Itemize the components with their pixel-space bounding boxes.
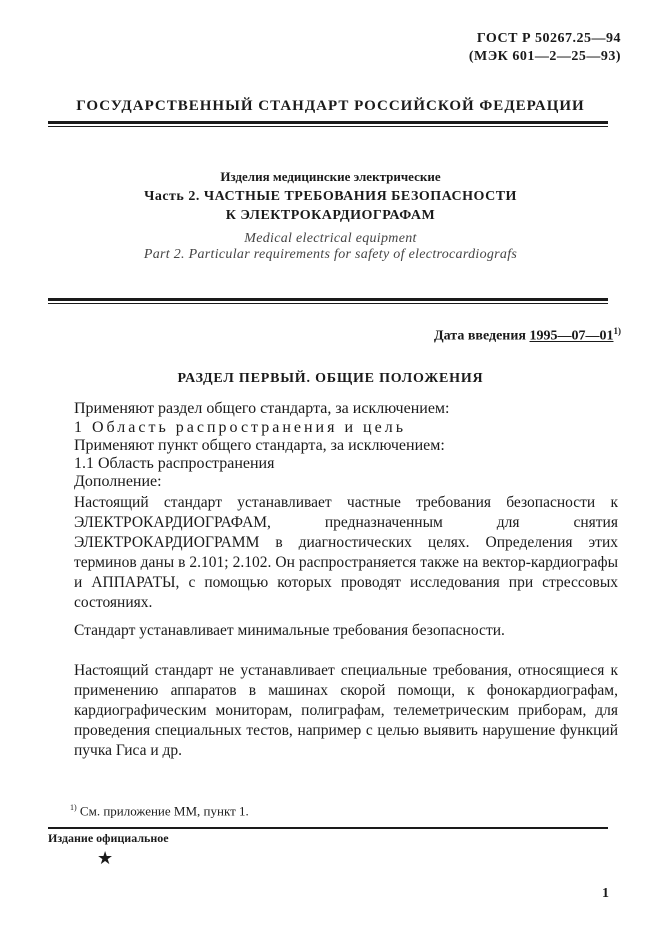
state-standard-title: ГОСУДАРСТВЕННЫЙ СТАНДАРТ РОССИЙСКОЙ ФЕДЕРАЦИИ xyxy=(76,98,585,114)
paragraph: Настоящий стандарт устанавливает частные требования безопасности к ЭЛЕКТРОКАРДИОГРАФАМ, предназначенным для снятия ЭЛЕКТРОКАРДИОГРАММ в диагностических целях. Определения этих терминов даны в 2.101; 2.102. Он распространяется также на вектор-кардиографы и АППАРАТЫ, с помощью которых проводят исследования при стрессовых состояниях. xyxy=(74,494,618,611)
paragraph: Стандарт устанавливает минимальные требования безопасности. xyxy=(74,622,505,639)
star-icon: ★ xyxy=(97,848,114,868)
effective-date xyxy=(434,326,621,345)
date-label: Дата введения xyxy=(434,328,526,344)
body-line: 1 Область распространения и цель xyxy=(74,419,406,436)
footnote-text: См. приложение ММ, пункт 1. xyxy=(79,803,249,819)
page-number: 1 xyxy=(602,886,609,901)
edition-divider xyxy=(48,827,608,829)
date-footnote-mark: 1) xyxy=(613,326,621,336)
edition-label: Издание официальное xyxy=(48,831,169,845)
body-line: Применяют пункт общего стандарта, за исключением: xyxy=(74,437,445,454)
doc-title-line1: Часть 2. ЧАСТНЫЕ ТРЕБОВАНИЯ БЕЗОПАСНОСТИ xyxy=(144,189,517,204)
body-line: Применяют раздел общего стандарта, за исключением: xyxy=(74,400,450,417)
standard-code: ГОСТ Р 50267.25—94 xyxy=(476,31,621,46)
paragraph: Настоящий стандарт не устанавливает специальные требования, относящиеся к применению аппаратов в машинах скорой помощи, к фонокардиографам, кардиографическим мониторам, полиграфам, телеметрическим приборам, для проведения специальных тестов, например с целью выявить нарушение функций пучка Гиса и др. xyxy=(74,662,618,759)
title-divider-thin xyxy=(48,126,608,127)
footnote xyxy=(70,803,249,819)
body-line: 1.1 Область распространения xyxy=(74,455,275,472)
footnote-mark: 1) xyxy=(70,803,77,812)
doc-title-line2: К ЭЛЕКТРОКАРДИОГРАФАМ xyxy=(225,208,436,223)
english-title-line1: Medical electrical equipment xyxy=(244,231,417,246)
body-line: Дополнение: xyxy=(74,473,162,490)
english-title-line2: Part 2. Particular requirements for safety of electrocardiografs xyxy=(143,247,518,262)
section-divider-thin xyxy=(48,303,608,304)
doc-subtitle: Изделия медицинские электрические xyxy=(220,169,441,184)
iec-code: (МЭК 601—2—25—93) xyxy=(468,49,621,64)
title-divider xyxy=(48,121,608,124)
section-divider xyxy=(48,298,608,301)
date-value: 1995—07—01 xyxy=(529,328,614,344)
section-heading: РАЗДЕЛ ПЕРВЫЙ. ОБЩИЕ ПОЛОЖЕНИЯ xyxy=(177,371,484,386)
